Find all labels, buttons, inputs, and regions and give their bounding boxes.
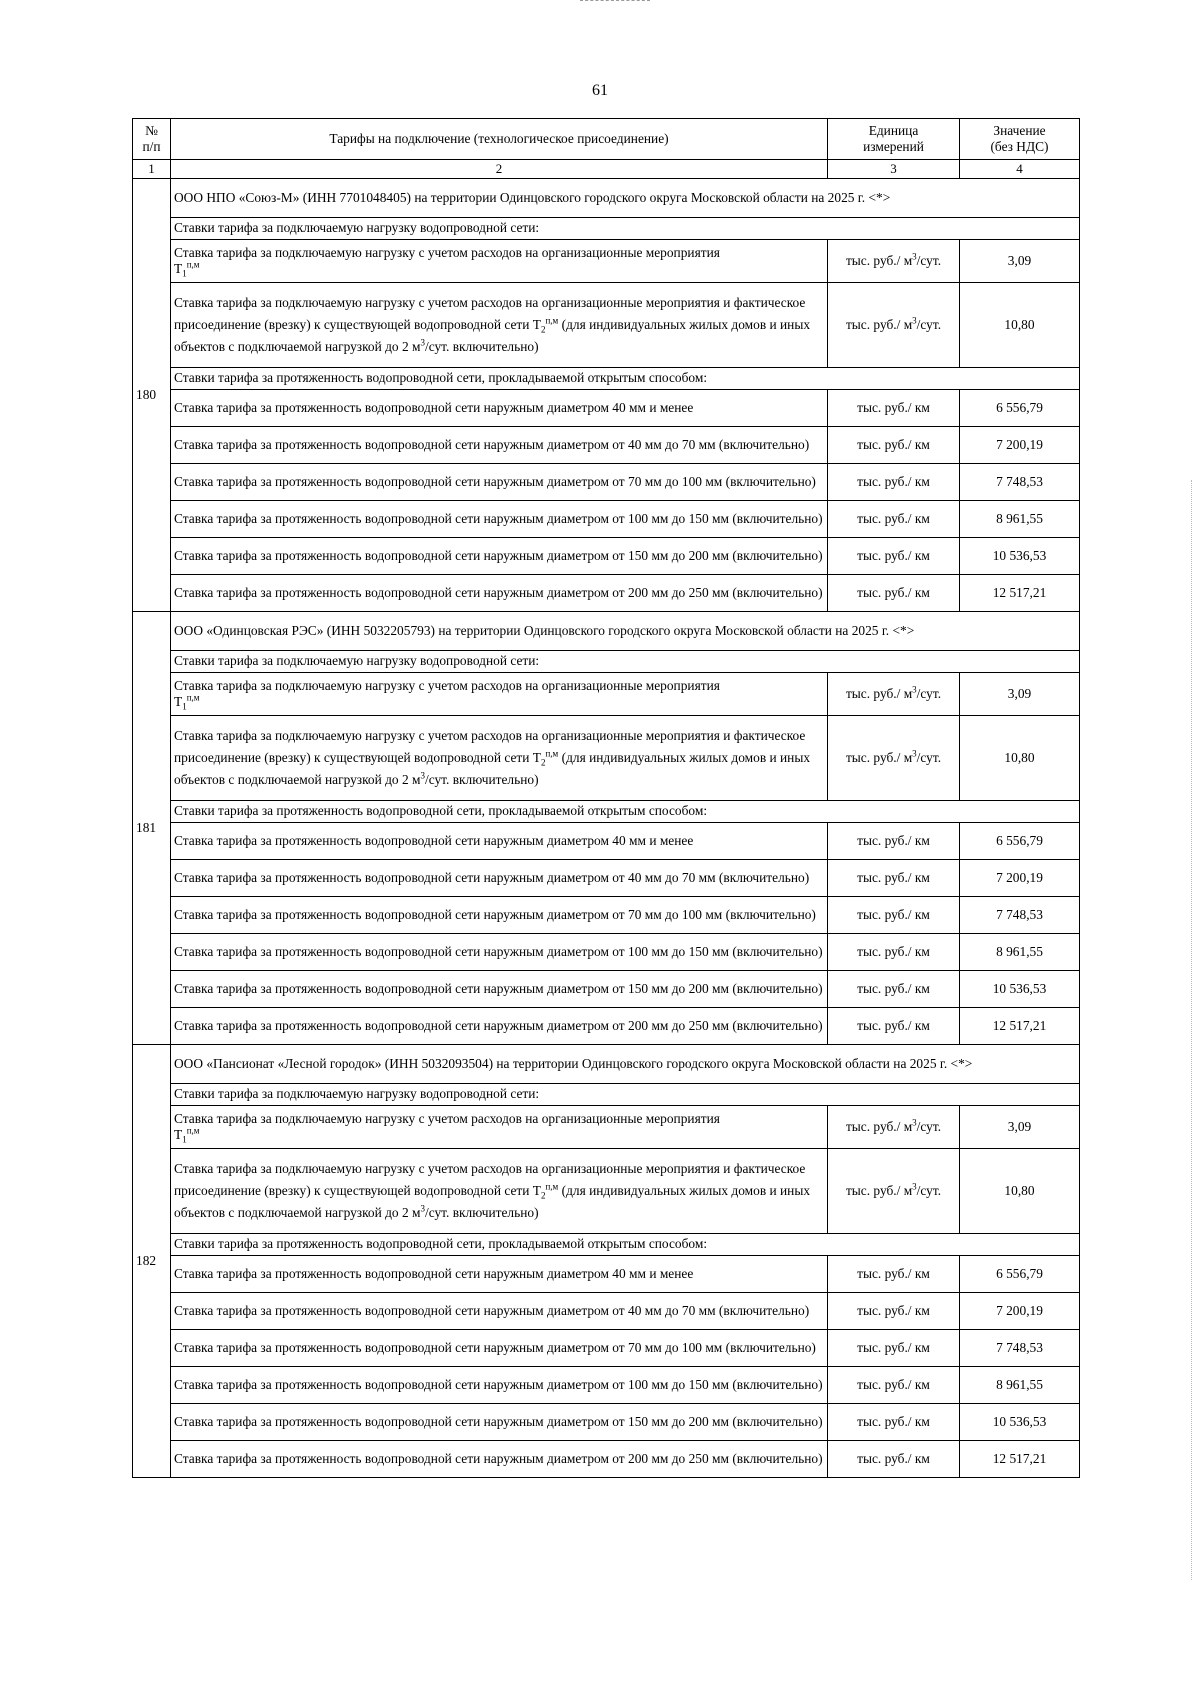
rate-text: (для индивидуальных жилых домов и иных объектов с подключаемой нагрузкой до 2 м <box>174 749 811 787</box>
org-title: ООО «Пансионат «Лесной городок» (ИНН 5032093504) на территории Одинцовского городского округа Московской области на 2025 г. <*> <box>171 1044 1080 1083</box>
org-row <box>133 178 1080 217</box>
rate-text: (для индивидуальных жилых домов и иных объектов с подключаемой нагрузкой до 2 м <box>174 1182 811 1220</box>
length-rate-name: Ставка тарифа за протяженность водопроводной сети наружным диаметром от 200 мм до 250 мм (включительно) <box>171 1440 828 1477</box>
rate-text: /сут. включительно) <box>425 338 539 354</box>
unit-text: /сут. <box>916 1118 942 1134</box>
length-rate-name: Ставка тарифа за протяженность водопроводной сети наружным диаметром от 40 мм до 70 мм (включительно) <box>171 1292 828 1329</box>
length-rate-value: 7 748,53 <box>960 896 1080 933</box>
length-rate-name: Ставка тарифа за протяженность водопроводной сети наружным диаметром от 150 мм до 200 мм (включительно) <box>171 1403 828 1440</box>
org-title: ООО «Одинцовская РЭС» (ИНН 5032205793) на территории Одинцовского городского округа Московской области на 2025 г. <*> <box>171 611 1080 650</box>
org-number: 182 <box>133 1044 171 1477</box>
section-title-length: Ставки тарифа за протяженность водопроводной сети, прокладываемой открытым способом: <box>171 367 1080 389</box>
length-row <box>133 970 1080 1007</box>
length-rate-value: 7 200,19 <box>960 1292 1080 1329</box>
scan-edge-marks <box>1189 480 1192 1580</box>
length-rate-value: 6 556,79 <box>960 1255 1080 1292</box>
length-row <box>133 537 1080 574</box>
unit-cell: тыс. руб./ км <box>828 1440 960 1477</box>
unit-cell: тыс. руб./ км <box>828 822 960 859</box>
column-index-row <box>133 160 1080 179</box>
tariff-table <box>132 118 1080 1478</box>
unit-superscript: 3 <box>912 1181 917 1192</box>
page-number: 61 <box>592 82 608 99</box>
header-name: Тарифы на подключение (технологическое присоединение) <box>171 119 828 160</box>
unit-cell: тыс. руб./ км <box>828 426 960 463</box>
length-rate-value: 7 748,53 <box>960 1329 1080 1366</box>
unit-cell: тыс. руб./ км <box>828 1403 960 1440</box>
rate-value-t1: 3,09 <box>960 239 1080 282</box>
unit-superscript: 3 <box>912 315 917 326</box>
rate-text: Ставка тарифа за подключаемую нагрузку с учетом расходов на организационные мероприятия <box>174 677 720 693</box>
unit-superscript: 3 <box>912 684 917 695</box>
rate-subscript: 2 <box>540 1190 546 1201</box>
length-rate-name: Ставка тарифа за протяженность водопроводной сети наружным диаметром от 200 мм до 250 мм (включительно) <box>171 574 828 611</box>
length-rate-value: 6 556,79 <box>960 389 1080 426</box>
length-row <box>133 1440 1080 1477</box>
rate-value-t2: 10,80 <box>960 715 1080 800</box>
org-title: ООО НПО «Союз-М» (ИНН 7701048405) на территории Одинцовского городского округа Московской области на 2025 г. <*> <box>171 178 1080 217</box>
length-rate-name: Ставка тарифа за протяженность водопроводной сети наружным диаметром от 70 мм до 100 мм (включительно) <box>171 1329 828 1366</box>
unit-text: тыс. руб./ м <box>845 252 913 268</box>
length-rate-name: Ставка тарифа за протяженность водопроводной сети наружным диаметром от 70 мм до 100 мм (включительно) <box>171 463 828 500</box>
unit-cell <box>828 672 960 715</box>
rate-text: Ставка тарифа за подключаемую нагрузку с учетом расходов на организационные мероприятия <box>174 1110 720 1126</box>
length-row <box>133 500 1080 537</box>
section-title-load: Ставки тарифа за подключаемую нагрузку водопроводной сети: <box>171 650 1080 672</box>
rate-superscript: 3 <box>420 770 425 781</box>
unit-cell: тыс. руб./ км <box>828 933 960 970</box>
section-title-length: Ставки тарифа за протяженность водопроводной сети, прокладываемой открытым способом: <box>171 800 1080 822</box>
header-row <box>133 119 1080 160</box>
unit-text: тыс. руб./ м <box>845 1182 913 1198</box>
section-row-load <box>133 1083 1080 1105</box>
rate-superscript: п,м <box>545 1181 559 1192</box>
rate-superscript: п,м <box>545 748 559 759</box>
rate-symbol: T <box>532 749 541 765</box>
rate-symbol: T <box>174 260 183 276</box>
rate-symbol: T <box>532 316 541 332</box>
unit-text: тыс. руб./ м <box>845 685 913 701</box>
section-title-load: Ставки тарифа за подключаемую нагрузку водопроводной сети: <box>171 217 1080 239</box>
section-row-length <box>133 800 1080 822</box>
unit-cell: тыс. руб./ км <box>828 537 960 574</box>
rate-text: (для индивидуальных жилых домов и иных объектов с подключаемой нагрузкой до 2 м <box>174 316 811 354</box>
unit-cell <box>828 715 960 800</box>
org-row <box>133 611 1080 650</box>
rate-superscript: 3 <box>420 337 425 348</box>
rate-text: Ставка тарифа за подключаемую нагрузку с учетом расходов на организационные мероприятия <box>174 244 720 260</box>
unit-cell <box>828 1105 960 1148</box>
org-number: 180 <box>133 178 171 611</box>
length-row <box>133 1329 1080 1366</box>
rate-value-t2: 10,80 <box>960 1148 1080 1233</box>
length-rate-name: Ставка тарифа за протяженность водопроводной сети наружным диаметром от 40 мм до 70 мм (включительно) <box>171 426 828 463</box>
rate-name-t2 <box>171 715 828 800</box>
unit-cell: тыс. руб./ км <box>828 896 960 933</box>
length-rate-name: Ставка тарифа за протяженность водопроводной сети наружным диаметром от 40 мм до 70 мм (включительно) <box>171 859 828 896</box>
length-rate-value: 7 200,19 <box>960 859 1080 896</box>
length-row <box>133 1292 1080 1329</box>
length-row <box>133 389 1080 426</box>
length-rate-value: 8 961,55 <box>960 1366 1080 1403</box>
length-rate-value: 7 200,19 <box>960 426 1080 463</box>
length-rate-value: 8 961,55 <box>960 933 1080 970</box>
length-rate-value: 10 536,53 <box>960 537 1080 574</box>
rate-text: /сут. включительно) <box>425 1204 539 1220</box>
rate-row-t2 <box>133 282 1080 367</box>
rate-name-t2 <box>171 282 828 367</box>
length-rate-value: 6 556,79 <box>960 822 1080 859</box>
rate-value-t1: 3,09 <box>960 672 1080 715</box>
rate-subscript: 2 <box>540 324 546 335</box>
unit-cell: тыс. руб./ км <box>828 1292 960 1329</box>
rate-subscript: 1 <box>182 1134 187 1145</box>
scan-mark-top <box>580 0 650 3</box>
rate-subscript: 1 <box>182 268 187 279</box>
rate-subscript: 1 <box>182 701 187 712</box>
length-row <box>133 426 1080 463</box>
rate-row-t2 <box>133 1148 1080 1233</box>
rate-name-t1 <box>171 672 828 715</box>
length-rate-name: Ставка тарифа за протяженность водопроводной сети наружным диаметром от 100 мм до 150 мм (включительно) <box>171 1366 828 1403</box>
length-rate-value: 7 748,53 <box>960 463 1080 500</box>
length-rate-name: Ставка тарифа за протяженность водопроводной сети наружным диаметром 40 мм и менее <box>171 822 828 859</box>
length-rate-value: 8 961,55 <box>960 500 1080 537</box>
unit-text: тыс. руб./ м <box>845 316 913 332</box>
rate-symbol: T <box>174 1126 183 1142</box>
rate-subscript: 2 <box>540 757 546 768</box>
unit-cell <box>828 282 960 367</box>
length-rate-name: Ставка тарифа за протяженность водопроводной сети наружным диаметром от 100 мм до 150 мм (включительно) <box>171 933 828 970</box>
length-row <box>133 1007 1080 1044</box>
section-title-load: Ставки тарифа за подключаемую нагрузку водопроводной сети: <box>171 1083 1080 1105</box>
length-row <box>133 859 1080 896</box>
rate-name-t2 <box>171 1148 828 1233</box>
column-index: 3 <box>828 160 960 179</box>
unit-cell <box>828 239 960 282</box>
unit-cell: тыс. руб./ км <box>828 500 960 537</box>
length-rate-name: Ставка тарифа за протяженность водопроводной сети наружным диаметром от 70 мм до 100 мм (включительно) <box>171 896 828 933</box>
length-rate-name: Ставка тарифа за протяженность водопроводной сети наружным диаметром от 150 мм до 200 мм (включительно) <box>171 970 828 1007</box>
unit-cell: тыс. руб./ км <box>828 859 960 896</box>
rate-row-t1 <box>133 672 1080 715</box>
unit-superscript: 3 <box>912 748 917 759</box>
rate-value-t1: 3,09 <box>960 1105 1080 1148</box>
rate-name-t1 <box>171 1105 828 1148</box>
unit-text: /сут. <box>916 252 942 268</box>
unit-cell: тыс. руб./ км <box>828 1007 960 1044</box>
unit-text: /сут. <box>916 685 942 701</box>
length-rate-name: Ставка тарифа за протяженность водопроводной сети наружным диаметром от 150 мм до 200 мм (включительно) <box>171 537 828 574</box>
org-row <box>133 1044 1080 1083</box>
rate-superscript: п,м <box>186 259 200 270</box>
unit-cell: тыс. руб./ км <box>828 1255 960 1292</box>
unit-cell: тыс. руб./ км <box>828 389 960 426</box>
rate-name-t1 <box>171 239 828 282</box>
tariff-body <box>133 178 1080 1477</box>
rate-symbol: T <box>174 693 183 709</box>
section-row-length <box>133 367 1080 389</box>
length-rate-value: 12 517,21 <box>960 574 1080 611</box>
column-index: 2 <box>171 160 828 179</box>
rate-value-t2: 10,80 <box>960 282 1080 367</box>
rate-text: Ставка тарифа за подключаемую нагрузку с учетом расходов на организационные мероприятия и фактическое присоединение (врезку) к существующей водопроводной сети <box>174 294 806 332</box>
unit-text: /сут. <box>916 1182 942 1198</box>
rate-row-t1 <box>133 239 1080 282</box>
length-row <box>133 574 1080 611</box>
unit-cell: тыс. руб./ км <box>828 970 960 1007</box>
header-num: № п/п <box>133 119 171 160</box>
rate-superscript: п,м <box>545 315 559 326</box>
unit-cell <box>828 1148 960 1233</box>
rate-text: Ставка тарифа за подключаемую нагрузку с учетом расходов на организационные мероприятия и фактическое присоединение (врезку) к существующей водопроводной сети <box>174 1160 806 1198</box>
org-number: 181 <box>133 611 171 1044</box>
unit-superscript: 3 <box>912 251 917 262</box>
length-rate-name: Ставка тарифа за протяженность водопроводной сети наружным диаметром от 200 мм до 250 мм (включительно) <box>171 1007 828 1044</box>
length-row <box>133 933 1080 970</box>
section-row-length <box>133 1233 1080 1255</box>
length-rate-name: Ставка тарифа за протяженность водопроводной сети наружным диаметром от 100 мм до 150 мм (включительно) <box>171 500 828 537</box>
column-index: 1 <box>133 160 171 179</box>
rate-superscript: п,м <box>186 692 200 703</box>
rate-row-t2 <box>133 715 1080 800</box>
header-unit: Единица измерений <box>828 119 960 160</box>
rate-row-t1 <box>133 1105 1080 1148</box>
unit-cell: тыс. руб./ км <box>828 1329 960 1366</box>
rate-superscript: п,м <box>186 1125 200 1136</box>
length-rate-name: Ставка тарифа за протяженность водопроводной сети наружным диаметром 40 мм и менее <box>171 1255 828 1292</box>
length-rate-value: 12 517,21 <box>960 1440 1080 1477</box>
unit-text: /сут. <box>916 749 942 765</box>
unit-superscript: 3 <box>912 1117 917 1128</box>
length-rate-value: 10 536,53 <box>960 1403 1080 1440</box>
unit-text: /сут. <box>916 316 942 332</box>
rate-text: /сут. включительно) <box>425 771 539 787</box>
length-rate-name: Ставка тарифа за протяженность водопроводной сети наружным диаметром 40 мм и менее <box>171 389 828 426</box>
length-row <box>133 463 1080 500</box>
length-row <box>133 1403 1080 1440</box>
rate-superscript: 3 <box>420 1203 425 1214</box>
header-value: Значение (без НДС) <box>960 119 1080 160</box>
length-row <box>133 822 1080 859</box>
unit-cell: тыс. руб./ км <box>828 463 960 500</box>
unit-text: тыс. руб./ м <box>845 1118 913 1134</box>
length-row <box>133 896 1080 933</box>
length-row <box>133 1366 1080 1403</box>
unit-cell: тыс. руб./ км <box>828 1366 960 1403</box>
section-row-load <box>133 217 1080 239</box>
length-rate-value: 10 536,53 <box>960 970 1080 1007</box>
section-row-load <box>133 650 1080 672</box>
length-rate-value: 12 517,21 <box>960 1007 1080 1044</box>
length-row <box>133 1255 1080 1292</box>
unit-cell: тыс. руб./ км <box>828 574 960 611</box>
unit-text: тыс. руб./ м <box>845 749 913 765</box>
column-index: 4 <box>960 160 1080 179</box>
rate-text: Ставка тарифа за подключаемую нагрузку с учетом расходов на организационные мероприятия и фактическое присоединение (врезку) к существующей водопроводной сети <box>174 727 806 765</box>
rate-symbol: T <box>532 1182 541 1198</box>
section-title-length: Ставки тарифа за протяженность водопроводной сети, прокладываемой открытым способом: <box>171 1233 1080 1255</box>
